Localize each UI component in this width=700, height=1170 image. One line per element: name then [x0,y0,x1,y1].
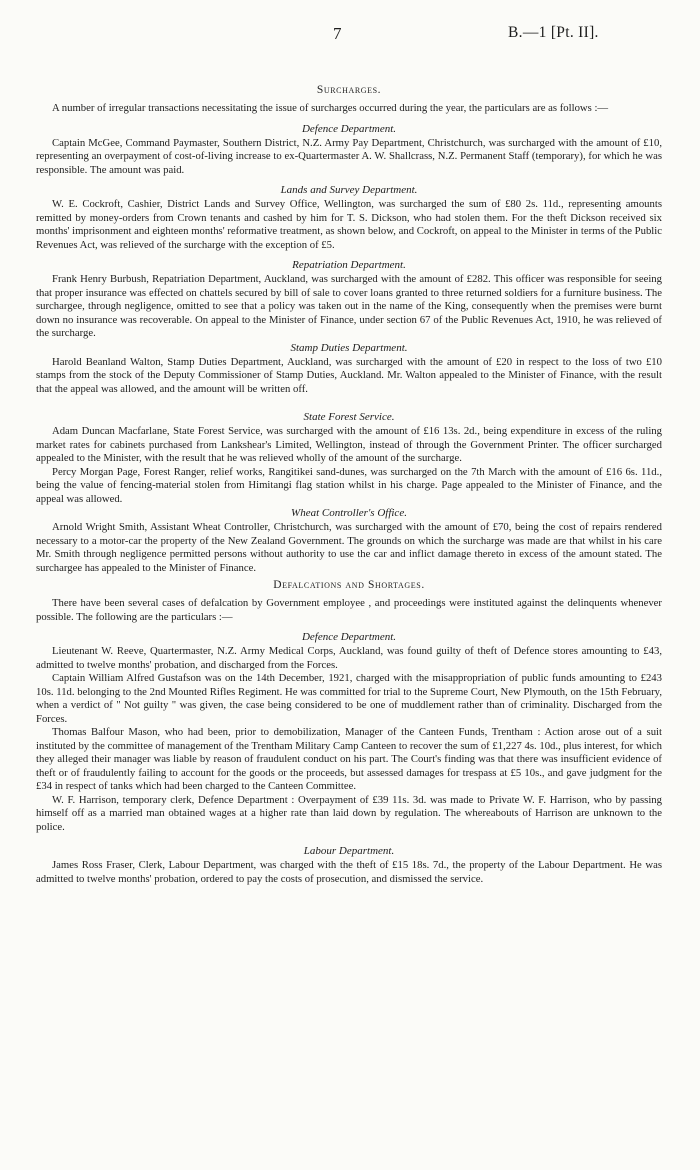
paragraph-burbush: Frank Henry Burbush, Repatriation Department, Auckland, was surcharged with the amount of £282. This officer was responsible for seeing that proper insurance was effected on chattels secured by bill of sale to cover loans granted to three returned soldiers for a furniture business. The surchargee, through negligence, omitted to see that a policy was taken out in the name of the King, consequently when the premises were burnt down no insurance was recoverable. On appeal to the Minister of Finance, under section 67 of the Public Revenues Act, 1910, he was relieved of the surcharge. [36,273,662,339]
page-number: 7 [333,24,342,43]
document-reference: B.—1 [Pt. II]. [508,24,599,41]
paragraph-cockroft: W. E. Cockroft, Cashier, District Lands and Survey Office, Wellington, was surcharged the sum of £80 2s. 11d., representing amounts remitted by money-orders from Crown tenants and cashed by him for T. S. Dickson, who had stolen them. For the theft Dickson received six months' imprisonment and eighteen months' reformative treatment, as shown below, and Cockroft, on appeal to the Minister in terms of the Public Revenues Act, was relieved of the surcharge with the exception of £5. [36,198,662,251]
section-heading-lands-survey: Lands and Survey Department. [280,184,418,196]
paragraph-harrison: W. F. Harrison, temporary clerk, Defence Department : Overpayment of £39 11s. 3d. was made to Private W. F. Harrison, who by passing himself off as a married man obtained wages at a higher rate than laid down by regulation. The whereabouts of Harrison are unknown to the police. [36,793,662,833]
section-heading-defence-defalcations: Defence Department. [301,631,397,643]
paragraph-reeve: Lieutenant W. Reeve, Quartermaster, N.Z. Army Medical Corps, Auckland, was found guilty of theft of Defence stores amounting to £43, admitted to twelve months' probation, and discharged from the Forces. [36,645,662,671]
document-body [36,84,662,886]
spacer [36,834,662,838]
section-heading-stamp-duties: Stamp Duties Department. [290,341,408,354]
spacer [36,396,662,404]
defalcations-title: Defalcations and Shortages. [273,579,425,591]
section-heading-wheat-controller: Wheat Controller's Office. [291,507,407,519]
paragraph-mcgee: Captain McGee, Command Paymaster, Southern District, N.Z. Army Pay Department, Christchurch, was surcharged with the amount of £10, representing an overpayment of cost-of-living increase to ex-Quartermaster A. W. Shallcrass, N.Z. Permanent Staff (temporary), for which he was responsible. The amount was paid. [36,136,662,176]
surcharges-title: Surcharges. [316,84,382,96]
surcharges-intro: A number of irregular transactions necessitating the issue of surcharges occurred during the year, the particulars are as follows :— [52,102,609,114]
paragraph-macfarlane: Adam Duncan Macfarlane, State Forest Service, was surcharged with the amount of £16 13s. 2d., being expenditure in excess of the ruling market rates for cabinets purchased from Lankshear's Limited, Wellington, instead of through the Government Printer. The officer surcharged appealed to the Minister, with the result that he was relieved wholly of the amount of the surcharge. [36,425,662,464]
section-heading-defence: Defence Department. [301,122,397,135]
defalcations-intro: There have been several cases of defalcation by Government employee , and proceedings were instituted against the delinquents whenever possible. The following are the particulars :— [36,597,662,623]
paragraph-fraser: James Ross Fraser, Clerk, Labour Department, was charged with the theft of £15 18s. 7d., the property of the Labour Department. He was admitted to twelve months' probation, ordered to pay the costs of prosecution, and dismissed the service. [36,859,662,885]
paragraph-walton: Harold Beanland Walton, Stamp Duties Department, Auckland, was surcharged with the amount of £20 in respect to the loss of two £10 stamps from the stock of the Deputy Commissioner of Stamp Duties, Auckland. Mr. Walton appealed to the Minister of Finance, with the result that the appeal was allowed, and the amount will be written off. [36,355,662,395]
page-header [0,24,700,48]
paragraph-smith: Arnold Wright Smith, Assistant Wheat Controller, Christchurch, was surcharged with the amount of £70, being the cost of repairs rendered necessary to a motor-car the property of the New Zealand Government. The grounds on which the surcharge was made are that whilst in his care Mr. Smith through negligence permitted persons without authority to use the car and inflict damage thereto in excess of the amount stated. The surchargee has appealed to the Minister of Finance. [36,521,662,574]
section-heading-state-forest: State Forest Service. [303,411,395,423]
section-heading-labour: Labour Department. [303,845,395,857]
paragraph-gustafson: Captain William Alfred Gustafson was on the 14th December, 1921, charged with the misappropriation of public funds amounting to £243 10s. 11d. belonging to the 2nd Mounted Rifles Regiment. He was committed for trial to the Supreme Court, New Plymouth, on the 15th February, when a verdict of " Not guilty " was given, the case being considered to be one of muddlement rather than of criminality. Discharged from the Forces. [36,672,662,725]
paragraph-page: Percy Morgan Page, Forest Ranger, relief works, Rangitikei sand-dunes, was surcharged on the 7th March with the amount of £16 6s. 11d., being the value of fencing-material stolen from Himitangi flag station whilst in his charge. Page appealed to the Minister of Finance, and the appeal was allowed. [36,465,662,505]
paragraph-mason: Thomas Balfour Mason, who had been, prior to demobilization, Manager of the Canteen Funds, Trentham : Action arose out of a suit instituted by the committee of management of the Trentham Military Camp Canteen to recover the sum of £1,227 4s. 10d., plus interest, for which they alleged their manager was liable by reason of fraudulent conduct on his part. The Court's finding was that there was insufficient evidence of theft or of fraudulently failing to account for the goods or the proceeds, but assessed damages for trespass at £5 10s., and gave judgment for the £34 in respect of tanks which had been charged to the Canteen Committee. [36,726,662,792]
section-heading-repatriation: Repatriation Department. [292,259,406,271]
